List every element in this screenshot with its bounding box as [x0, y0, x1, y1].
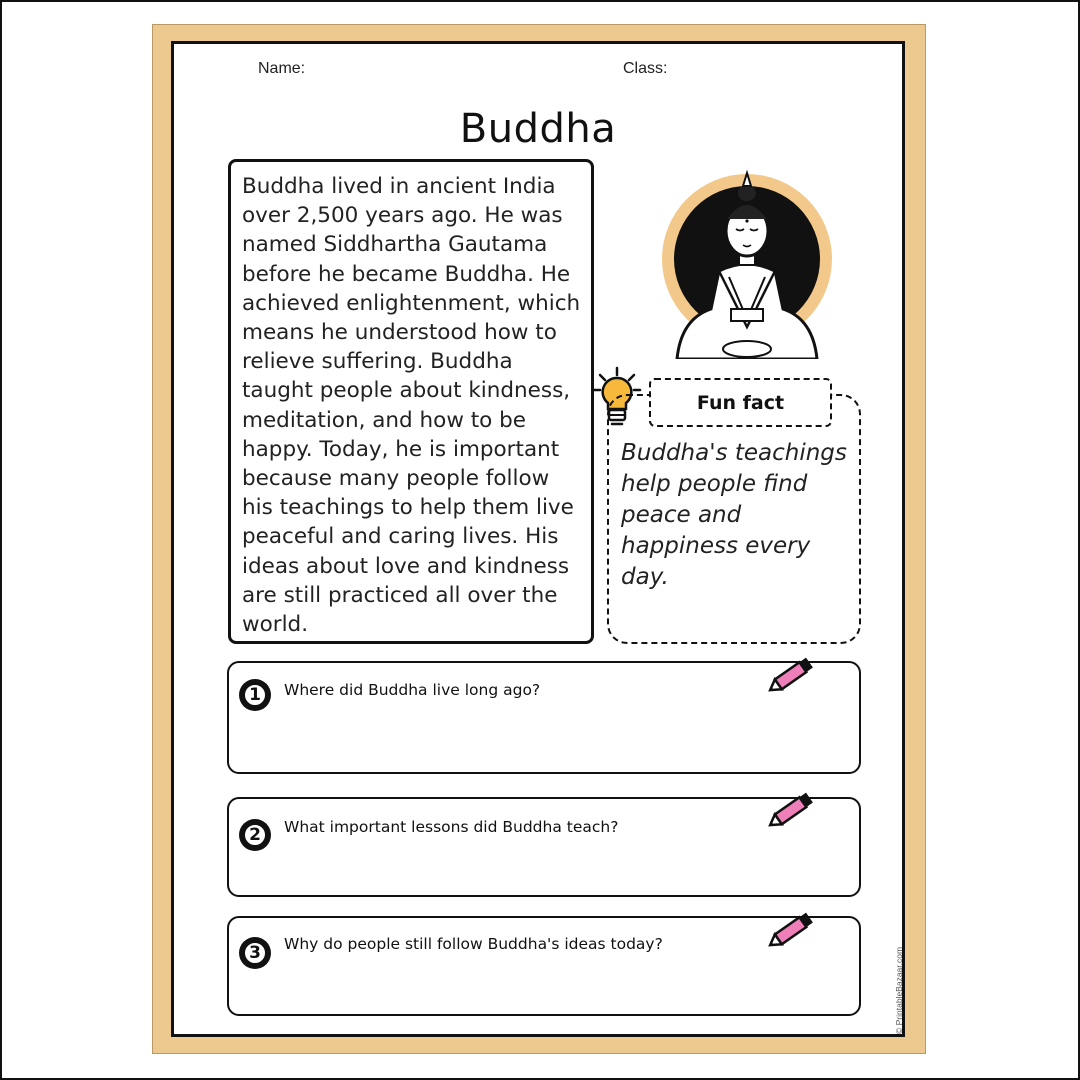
- question-number-badge: [239, 819, 271, 851]
- pencil-icon: [766, 908, 818, 954]
- question-text: Where did Buddha live long ago?: [284, 681, 541, 699]
- buddha-illustration: [659, 159, 835, 359]
- question-number: 3: [243, 941, 267, 965]
- question-text: What important lessons did Buddha teach?: [284, 818, 619, 836]
- worksheet-inner: [171, 41, 905, 1037]
- pencil-icon: [766, 788, 818, 834]
- name-label: Name:: [258, 60, 306, 77]
- question-number: 2: [243, 823, 267, 847]
- question-number-badge: [239, 937, 271, 969]
- credit-text: © PrintableBazaar.com: [894, 946, 904, 1034]
- question-number: 1: [243, 683, 267, 707]
- class-label: Class:: [623, 60, 668, 77]
- pencil-icon: [766, 653, 818, 699]
- reading-passage: Buddha lived in ancient India over 2,500 years ago. He was named Siddhartha Gautama before he became Buddha. He achieved enlightenment, which means he understood how to relieve suffering. Buddha taught people about kindness, meditation, and how to be happy. Today, he is important because many people follow his teachings to help them live peaceful and caring lives. His ideas about love and kindness are still practiced all over the world.: [228, 159, 594, 644]
- page-title: Buddha: [459, 106, 617, 152]
- worksheet-page: [152, 24, 926, 1054]
- question-number-badge: [239, 679, 271, 711]
- fun-fact-text: Buddha's teachings help people find peace and happiness every day.: [621, 440, 847, 590]
- credit-watermark: [890, 938, 906, 1034]
- question-text: Why do people still follow Buddha's ideas today?: [284, 935, 663, 953]
- fun-fact-heading: Fun fact: [649, 378, 832, 427]
